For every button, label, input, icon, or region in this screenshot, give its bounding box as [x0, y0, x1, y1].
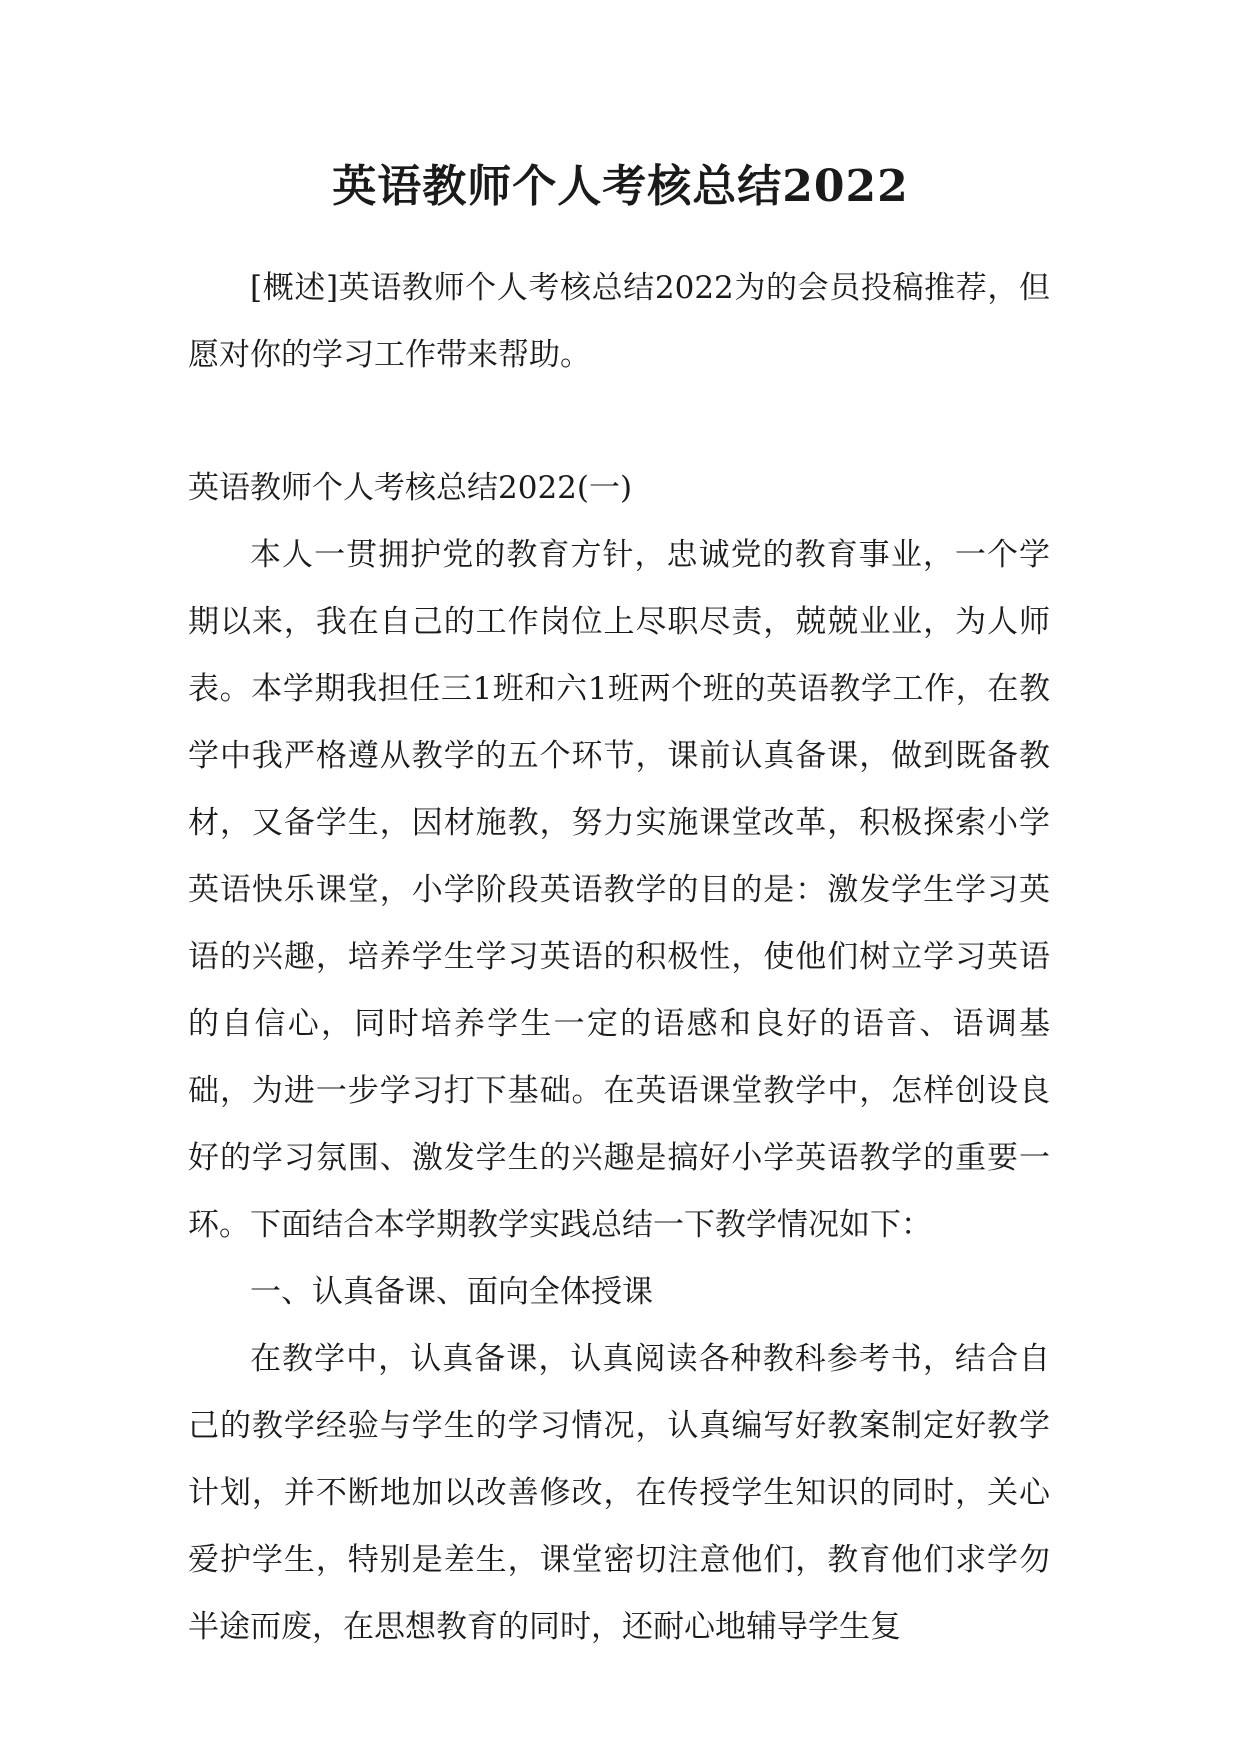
section-heading: 英语教师个人考核总结2022(一) [188, 470, 633, 506]
subheading: 一、认真备课、面向全体授课 [250, 1274, 653, 1310]
document-title: 英语教师个人考核总结2022 [332, 161, 909, 212]
article-body [188, 455, 1050, 1661]
summary-paragraph: [概述]英语教师个人考核总结2022为的会员投稿推荐，但愿对你的学习工作带来帮助。 [188, 270, 1050, 373]
paragraph: 在教学中，认真备课，认真阅读各种教科参考书，结合自己的教学经验与学生的学习情况，认真编写好教案制定好教学计划，并不断地加以改善修改，在传授学生知识的同时，关心爱护学生，特别是差生，课堂密切注意他们，教育他们求学勿半途而废，在思想教育的同时，还耐心地辅导学生复 [188, 1341, 1050, 1645]
summary-block [188, 255, 1050, 389]
paragraph: 本人一贯拥护党的教育方针，忠诚党的教育事业，一个学期以来，我在自己的工作岗位上尽职尽责，兢兢业业，为人师表。本学期我担任三1班和六1班两个班的英语教学工作，在教学中我严格遵从教学的五个环节，课前认真备课，做到既备教材，又备学生，因材施教，努力实施课堂改革，积极探索小学英语快乐课堂，小学阶段英语教学的目的是：激发学生学习英语的兴趣，培养学生学习英语的积极性，使他们树立学习英语的自信心，同时培养学生一定的语感和良好的语音、语调基础，为进一步学习打下基础。在英语课堂教学中，怎样创设良好的学习氛围、激发学生的兴趣是搞好小学英语教学的重要一环。下面结合本学期教学实践总结一下教学情况如下： [188, 537, 1050, 1243]
